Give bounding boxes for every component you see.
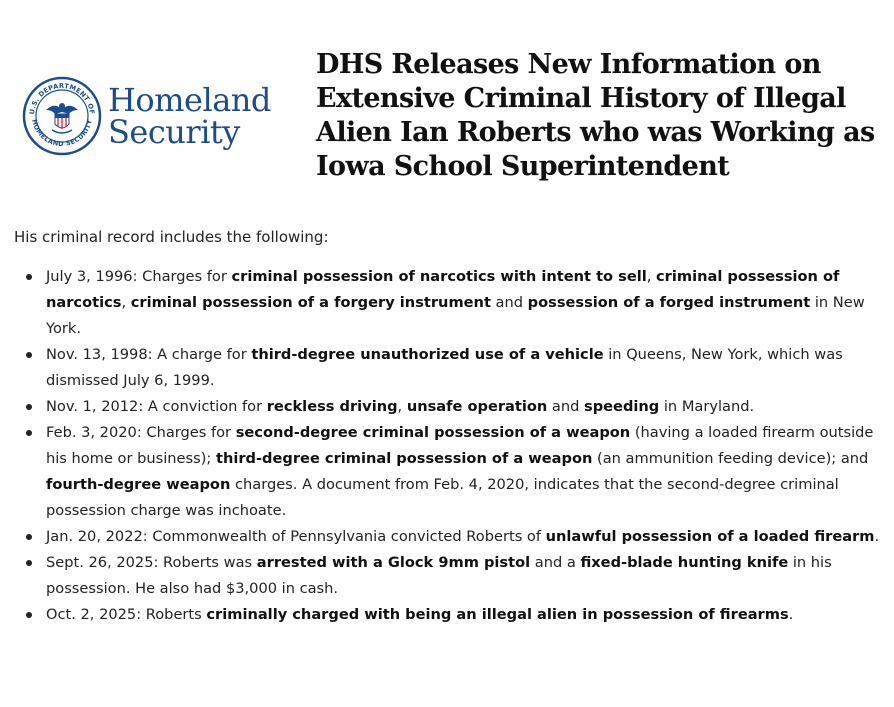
title-line-1: DHS Releases New Information on (316, 49, 821, 80)
wordmark-line-1: Homeland (108, 81, 271, 119)
record-text: Feb. 3, 2020: Charges for (46, 424, 236, 441)
record-item (14, 264, 880, 342)
record-text: and a (530, 554, 581, 571)
record-text: charges. A document from Feb. 4, 2020, indicates that the second-degree criminal possession charge was inchoate. (46, 476, 839, 519)
bullet-icon (26, 612, 32, 618)
bullet-icon (26, 274, 32, 280)
record-text: , (397, 398, 407, 415)
dhs-seal-icon (22, 76, 102, 156)
record-text: in New York. (46, 294, 865, 337)
record-text: Jan. 20, 2022: Commonwealth of Pennsylvania convicted Roberts of (46, 528, 546, 545)
record-emphasis: criminal possession of narcotics with intent to sell (231, 268, 647, 285)
record-text: Sept. 26, 2025: Roberts was (46, 554, 257, 571)
record-text: . (788, 606, 794, 623)
record-text: in Maryland. (659, 398, 755, 415)
wordmark-line-2: Security (108, 113, 240, 151)
bullet-icon (26, 560, 32, 566)
page-header (0, 0, 894, 210)
record-item (14, 524, 880, 550)
record-emphasis: second-degree criminal possession of a weapon (235, 424, 631, 441)
title-line-3: Alien Ian Roberts who was Working as (316, 117, 875, 148)
record-emphasis: possession of a forged instrument (527, 294, 811, 311)
record-emphasis: third-degree unauthorized use of a vehicle (251, 346, 604, 363)
dhs-logo (22, 76, 271, 156)
record-item (14, 342, 880, 394)
record-text: in Queens, New York, which was dismissed July 6, 1999. (46, 346, 843, 389)
bullet-icon (26, 404, 32, 410)
record-text: and (490, 294, 528, 311)
record-text: . (874, 528, 880, 545)
record-text: (an ammunition feeding device); and (592, 450, 869, 467)
record-item (14, 550, 880, 602)
record-emphasis: unsafe operation (406, 398, 548, 415)
record-text: and (547, 398, 585, 415)
record-emphasis: criminal possession of a forgery instrument (130, 294, 491, 311)
svg-text:U.S. DEPARTMENT OF: U.S. DEPARTMENT OF (27, 81, 97, 115)
record-text: Nov. 13, 1998: A charge for (46, 346, 252, 363)
bullet-icon (26, 534, 32, 540)
record-emphasis: unlawful possession of a loaded firearm (545, 528, 875, 545)
bullet-icon (26, 352, 32, 358)
bullet-icon (26, 430, 32, 436)
record-item (14, 420, 880, 524)
record-text: Oct. 2, 2025: Roberts (46, 606, 207, 623)
record-text: Nov. 1, 2012: A conviction for (46, 398, 267, 415)
record-item (14, 394, 880, 420)
page-title (316, 48, 892, 184)
record-emphasis: criminally charged with being an illegal alien in possession of firearms (206, 606, 789, 623)
dhs-wordmark (108, 81, 271, 151)
criminal-record-list (14, 264, 880, 628)
record-emphasis: arrested with a Glock 9mm pistol (256, 554, 531, 571)
record-text: , (646, 268, 657, 285)
record-emphasis: reckless driving (266, 398, 398, 415)
svg-text:HOMELAND SECURITY: HOMELAND SECURITY (30, 118, 94, 149)
title-line-2: Extensive Criminal History of Illegal (316, 83, 846, 114)
record-text: (having a loaded firearm outside his home or business); (46, 424, 874, 467)
record-emphasis: third-degree criminal possession of a weapon (215, 450, 593, 467)
record-text: , (121, 294, 131, 311)
record-text: July 3, 1996: Charges for (46, 268, 232, 285)
title-line-4: Iowa School Superintendent (316, 151, 730, 182)
record-item (14, 602, 880, 628)
record-emphasis: fourth-degree weapon (46, 476, 231, 493)
record-emphasis: criminal possession of narcotics (46, 268, 840, 311)
intro-text: His criminal record includes the following: (14, 228, 329, 246)
record-emphasis: speeding (584, 398, 660, 415)
record-text: in his possession. He also had $3,000 in cash. (46, 554, 832, 597)
record-emphasis: fixed-blade hunting knife (580, 554, 789, 571)
